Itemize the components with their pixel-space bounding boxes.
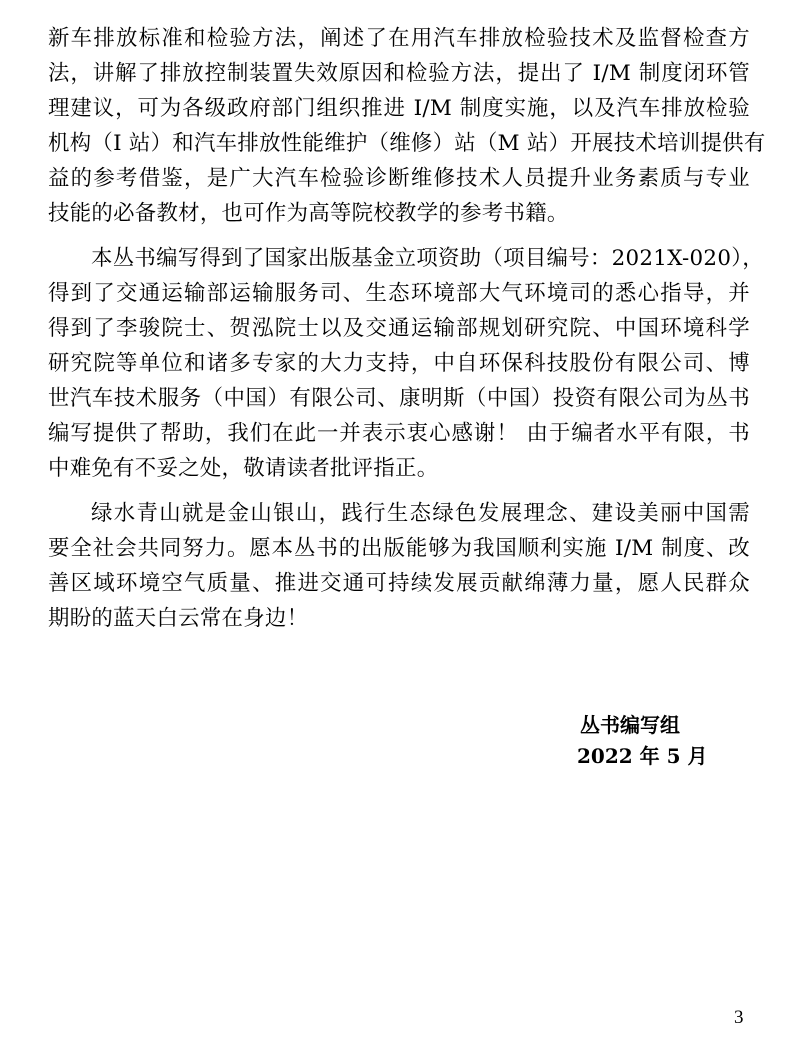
paragraph-line: 得到了李骏院士、贺泓院士以及交通运输部规划研究院、中国环境科学 xyxy=(48,316,750,341)
paragraph-line: 理建议，可为各级政府部门组织推进 I/M 制度实施，以及汽车排放检验 xyxy=(48,96,750,121)
signature-author: 丛书编写组 xyxy=(580,713,680,737)
paragraph-line: 益的参考借鉴，是广大汽车检验诊断维修技术人员提升业务素质与专业 xyxy=(48,166,750,191)
paragraph-line: 机构（I 站）和汽车排放性能维护（维修）站（M 站）开展技术培训提供有 xyxy=(48,131,766,156)
paragraph-line: 中难免有不妥之处，敬请读者批评指正。 xyxy=(48,456,439,481)
page-number: 3 xyxy=(734,1007,744,1028)
paragraph-line: 法，讲解了排放控制装置失效原因和检验方法，提出了 I/M 制度闭环管 xyxy=(48,61,750,86)
paragraph-line: 善区域环境空气质量、推进交通可持续发展贡献绵薄力量，愿人民群众 xyxy=(48,571,750,596)
paragraph-line: 要全社会共同努力。愿本丛书的出版能够为我国顺利实施 I/M 制度、改 xyxy=(48,536,750,561)
paragraph-line: 世汽车技术服务（中国）有限公司、康明斯（中国）投资有限公司为丛书 xyxy=(48,386,750,411)
paragraph-line: 绿水青山就是金山银山，践行生态绿色发展理念、建设美丽中国需 xyxy=(91,501,750,526)
signature-date: 2022 年 5 月 xyxy=(577,744,708,768)
paragraph-line: 研究院等单位和诸多专家的大力支持，中自环保科技股份有限公司、博 xyxy=(48,351,750,376)
paragraph-line: 技能的必备教材，也可作为高等院校教学的参考书籍。 xyxy=(48,201,569,226)
paragraph-line: 编写提供了帮助，我们在此一并表示衷心感谢！ 由于编者水平有限，书 xyxy=(48,421,750,446)
paragraph-line: 新车排放标准和检验方法，阐述了在用汽车排放检验技术及监督检查方 xyxy=(48,26,750,51)
paragraph-line: 期盼的蓝天白云常在身边！ xyxy=(48,606,309,631)
paragraph-line: 本丛书编写得到了国家出版基金立项资助（项目编号：2021X-020）， xyxy=(91,246,764,271)
paragraph-line: 得到了交通运输部运输服务司、生态环境部大气环境司的悉心指导，并 xyxy=(48,281,750,306)
